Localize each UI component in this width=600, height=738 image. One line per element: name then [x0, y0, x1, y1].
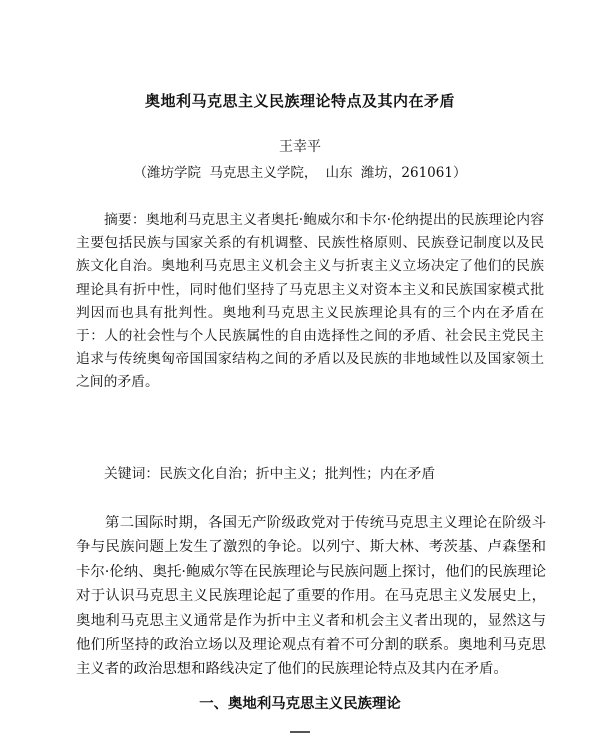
- body-paragraph: 第二国际时期，各国无产阶级政党对于传统马克思主义理论在阶级斗争与民族问题上发生了激烈的争论。以列宁、斯大林、考茨基、卢森堡和卡尔·伦纳、奥托·鲍威尔等在民族理论与民族问题上探讨，他们的民族理论对于认识马克思主义民族理论起了重要的作用。在马克思主义发展史上，奥地利马克思主义通常是作为折中主义者和机会主义者出现的，显然这与他们所坚持的政治立场以及理论观点有着不可分割的联系。奥地利马克思主义者的政治思想和路线决定了他们的民族理论特点及其内在矛盾。: [76, 515, 546, 678]
- author-affiliation: （潍坊学院 马克思主义学院， 山东 潍坊，261061）: [133, 165, 467, 181]
- keywords-label: 关键词：: [104, 466, 160, 482]
- keywords-text: 民族文化自治；折中主义；批判性；内在矛盾: [159, 466, 436, 482]
- section-heading: 一、奥地利马克思主义民族理论: [199, 695, 401, 712]
- abstract-text: 奥地利马克思主义者奥托·鲍威尔和卡尔·伦纳提出的民族理论内容主要包括民族与国家关系的有机调整、民族性格原则、民族登记制度以及民族文化自治。奥地利马克思主义机会主义与折衷主义立场决定了他们的民族理论具有折中性，同时他们坚持了马克思主义对资本主义和民族国家模式批判因而也具有批判性。奥地利马克思主义民族理论具有的三个内在矛盾在于：人的社会性与个人民族属性的自由选择性之间的矛盾、社会民主党民主追求与传统奥匈帝国国家结构之间的矛盾以及民族的非地域性以及国家领土之间的矛盾。: [76, 212, 545, 391]
- paper-title: 奥地利马克思主义民族理论特点及其内在矛盾: [144, 92, 455, 110]
- abstract-paragraph: [76, 209, 544, 395]
- page-number-fragment: [290, 731, 310, 733]
- author-name: 王幸平: [279, 139, 321, 155]
- keywords-line: [76, 463, 544, 486]
- abstract-label: 摘要：: [104, 212, 146, 228]
